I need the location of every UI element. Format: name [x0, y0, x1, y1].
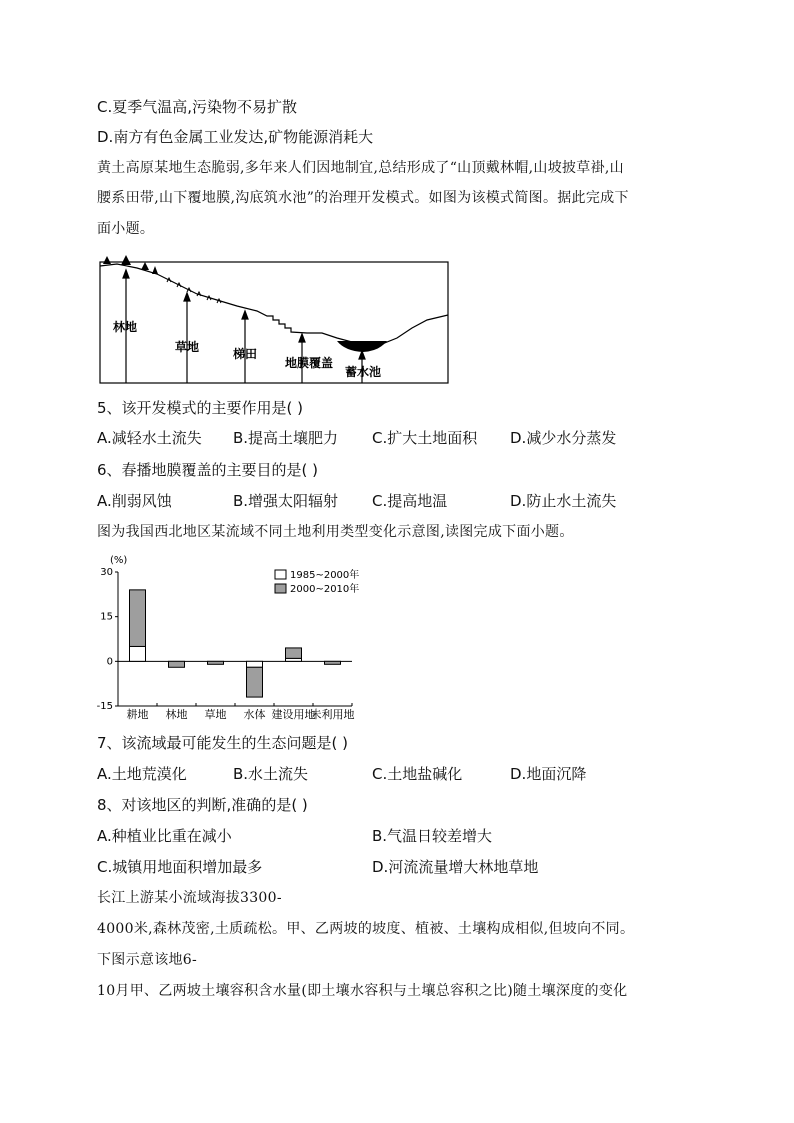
question-7: 7、该流域最可能发生的生态问题是( ) — [97, 734, 349, 752]
y-tick-label: 30 — [100, 567, 113, 578]
bar — [169, 661, 185, 667]
q8-option-c: C.城镇用地面积增加最多 — [97, 858, 263, 876]
label-forest: 林地 — [113, 320, 138, 334]
q8-option-b: B.气温日较差增大 — [372, 827, 493, 845]
y-tick-label: 0 — [106, 656, 113, 668]
legend-label: 1985~2000年 — [290, 570, 360, 581]
slope-diagram — [97, 252, 450, 386]
intro-paragraph-1: 面小题。 — [97, 221, 155, 237]
y-tick-label: -15 — [96, 701, 113, 712]
y-axis-unit: (%) — [110, 555, 128, 566]
y-tick-label: 15 — [100, 611, 113, 623]
bar — [208, 661, 224, 664]
intro-paragraph-3: 长江上游某小流域海拔3300- — [97, 890, 282, 906]
terrain-profile — [100, 264, 448, 344]
q8-option-d: D.河流流量增大林地草地 — [372, 858, 539, 876]
q6-option-b: B.增强太阳辐射 — [233, 492, 339, 510]
q8-option-a: A.种植业比重在减小 — [97, 827, 232, 845]
question-8: 8、对该地区的判断,准确的是( ) — [97, 796, 308, 814]
intro-paragraph-3: 下图示意该地6- — [97, 952, 198, 968]
intro-paragraph-1: 黄土高原某地生态脆弱,多年来人们因地制宜,总结形成了“山顶戴林帽,山坡披草褂,山 — [97, 160, 624, 176]
q6-option-c: C.提高地温 — [372, 492, 448, 510]
option-d-prev: D.南方有色金属工业发达,矿物能源消耗大 — [97, 128, 374, 146]
option-c-prev: C.夏季气温高,污染物不易扩散 — [97, 98, 298, 116]
intro-paragraph-2: 图为我国西北地区某流域不同土地利用类型变化示意图,读图完成下面小题。 — [97, 524, 574, 540]
q7-option-d: D.地面沉降 — [510, 765, 587, 783]
legend-swatch — [275, 584, 286, 593]
label-terrace: 梯田 — [233, 347, 258, 361]
q7-option-b: B.水土流失 — [233, 765, 309, 783]
legend-swatch — [275, 570, 286, 579]
x-tick-label: 草地 — [204, 708, 227, 721]
bar — [130, 646, 146, 661]
x-tick-label: 耕地 — [126, 708, 149, 721]
q5-option-a: A.减轻水土流失 — [97, 429, 202, 447]
intro-paragraph-3: 4000米,森林茂密,土质疏松。甲、乙两坡的坡度、植被、土壤构成相似,但坡向不同。 — [97, 921, 635, 937]
bar — [286, 648, 302, 658]
q5-option-b: B.提高土壤肥力 — [233, 429, 339, 447]
x-tick-label: 水体 — [243, 708, 266, 721]
q6-option-d: D.防止水土流失 — [510, 492, 617, 510]
intro-paragraph-1: 腰系田带,山下覆地膜,沟底筑水池”的治理开发模式。如图为该模式简图。据此完成下 — [97, 190, 629, 206]
label-film: 地膜覆盖 — [285, 356, 334, 370]
x-tick-label: 未利用地 — [310, 708, 355, 721]
question-5: 5、该开发模式的主要作用是( ) — [97, 399, 304, 417]
bar — [247, 661, 263, 667]
q6-option-a: A.削弱风蚀 — [97, 492, 172, 510]
land-use-bar-chart — [88, 550, 378, 726]
q5-option-c: C.扩大土地面积 — [372, 429, 478, 447]
q7-option-a: A.土地荒漠化 — [97, 765, 187, 783]
bar — [247, 667, 263, 697]
bar — [130, 590, 146, 647]
intro-paragraph-3: 10月甲、乙两坡土壤容积含水量(即土壤水容积与土壤总容积之比)随土壤深度的变化 — [97, 983, 628, 999]
x-tick-label: 林地 — [165, 708, 188, 721]
label-grass: 草地 — [175, 340, 200, 354]
q7-option-c: C.土地盐碱化 — [372, 765, 463, 783]
legend-label: 2000~2010年 — [290, 584, 360, 595]
question-6: 6、春播地膜覆盖的主要目的是( ) — [97, 461, 319, 479]
q5-option-d: D.减少水分蒸发 — [510, 429, 617, 447]
x-tick-label: 建设用地 — [271, 708, 316, 721]
label-pool: 蓄水池 — [345, 365, 382, 379]
bar — [325, 661, 341, 664]
